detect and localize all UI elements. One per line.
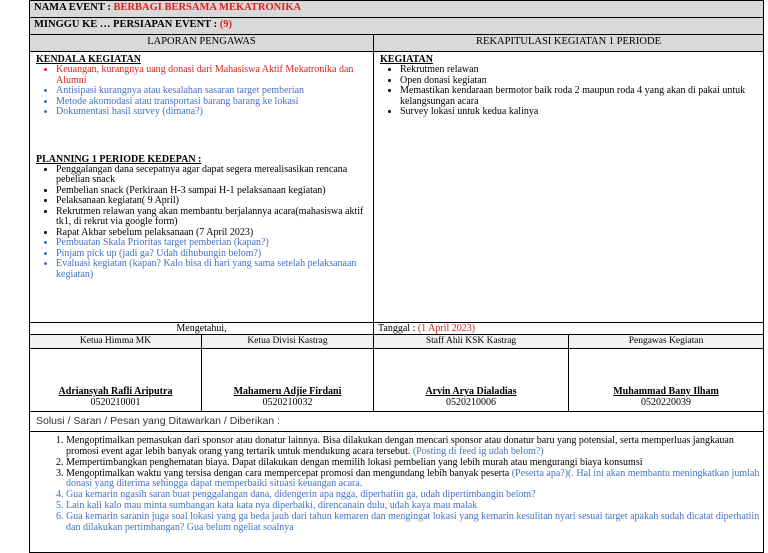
kegiatan-item: • Survey lokasi untuk kedua kalinya	[400, 107, 757, 118]
planning-item: • Pembuatan Skala Prioritas target pemberian (kapan?)	[56, 238, 367, 249]
solusi-item: 6. Gua kemarin saranin juga soal lokasi yang ga beda jauh dari tahun kemaren dan mengingat lokasi yang kemarin kesulitan nyari sesuai target apakah sudah dicatat diperhatiin dan dilakukan pertimbangan? Gua belum ngeliat soalnya	[66, 512, 763, 533]
solusi-text: Mempertimbangkan penghematan biaya. Dapat dilakukan dengan memilih lokasi pembelian yang lebih murah atau mengurangi biaya konsumsi	[66, 456, 643, 468]
planning-item: • Evaluasi kegiatan (kapan? Kalo bisa di hari yang sama setelah pelaksanaan kegiatan)	[56, 259, 367, 280]
planning-list	[36, 165, 367, 281]
solusi-cell	[30, 412, 764, 553]
kegiatan-item: • Open donasi kegiatan	[400, 76, 757, 87]
signer-role: Ketua Himma MK	[30, 335, 202, 349]
planning-item: • Pinjam pick up (jadi ga? Udah dihubungin belom?)	[56, 249, 367, 260]
signer-nim: 0520210001	[90, 397, 141, 408]
kendala-item: • Antisipasi kurangnya atau kesalahan sasaran target pemberian	[56, 86, 367, 97]
solusi-list	[30, 436, 763, 533]
solusi-item	[66, 469, 763, 490]
signature-block	[30, 349, 202, 412]
signature-block	[202, 349, 374, 412]
solusi-item: 5. Lain kali kalo mau minta sumbangan kata kata nya diperbaiki, direncanain dulu, udah kaya mau malak	[66, 501, 763, 512]
week-row	[30, 18, 764, 35]
tanggal-label: Tanggal :	[378, 323, 418, 334]
solusi-item	[66, 458, 763, 469]
solusi-note: (Posting di feed ig udah belom?)	[410, 445, 544, 457]
kendala-item: • Dokumentasi hasil survey (dimana?)	[56, 107, 367, 118]
kegiatan-list	[380, 65, 757, 118]
report-table	[29, 0, 764, 553]
signer-name: Adriansyah Rafli Ariputra	[58, 386, 173, 397]
laporan-pengawas-cell	[30, 52, 374, 323]
signer-name: Muhammad Bany Ilham	[613, 386, 719, 397]
mengetahui-cell: Mengetahui,	[30, 323, 374, 335]
signer-role: Ketua Divisi Kastrag	[202, 335, 374, 349]
solusi-text: Mengoptimalkan waktu yang tersisa dengan cara mempercepat promosi dan mengundang lebih banyak peserta	[66, 467, 510, 479]
kegiatan-title: KEGIATAN	[380, 54, 433, 65]
kegiatan-item: • Rekrutmen relawan	[400, 65, 757, 76]
kendala-item: • Keuangan, kurangnya uang donasi dari Mahasiswa Aktif Mekatronika dan Alumni	[56, 65, 367, 86]
signer-nim: 0520220039	[641, 397, 692, 408]
signature-block	[374, 349, 569, 412]
planning-item: • Rekrutmen relawan yang akan membantu berjalannya acara(mahasiswa aktif tk1, di rekrut via google form)	[56, 207, 367, 228]
rekapitulasi-cell	[374, 52, 764, 323]
solusi-title: Solusi / Saran / Pesan yang Ditawarkan / Diberikan :	[30, 412, 763, 432]
kendala-list	[36, 65, 367, 118]
signer-role: Staff Ahli KSK Kastrag	[374, 335, 569, 349]
planning-item: • Rapat Akbar sebelum pelaksanaan (7 April 2023)	[56, 228, 367, 239]
report-document	[29, 0, 763, 553]
event-name: BERBAGI BERSAMA MEKATRONIKA	[113, 2, 302, 13]
week-value: (9)	[219, 19, 232, 30]
planning-item: • Penggalangan dana secepatnya agar dapat segera merealisasikan rencana pebelian snack	[56, 165, 367, 186]
planning-item: • Pelaksanaan kegiatan( 9 April)	[56, 196, 367, 207]
signer-role: Pengawas Kegiatan	[569, 335, 764, 349]
tanggal-cell	[374, 323, 764, 335]
signer-name: Mahameru Adjie Firdani	[233, 386, 342, 397]
laporan-pengawas-heading: LAPORAN PENGAWAS	[30, 35, 374, 52]
kendala-item: • Metode akomodasi atau transportasi barang barang ke lokasi	[56, 97, 367, 108]
solusi-note: (Peserta apa?)(. Hal ini akan membantu meningkatkan jumlah donasi yang diterima sehingga dapat memperbaiki situasi keuangan acara.	[66, 467, 760, 489]
solusi-item: 4. Gua kemarin ngasih saran buat penggalangan dana, didengerin apa ngga, diperhatiin ga, udah dipertimbangin belom?	[66, 490, 763, 501]
signer-nim: 0520210006	[446, 397, 496, 408]
event-name-row	[30, 1, 764, 18]
rekapitulasi-heading: REKAPITULASI KEGIATAN 1 PERIODE	[374, 35, 764, 52]
signer-nim: 0520210032	[262, 397, 313, 408]
signer-name: Arvin Arya Dialadias	[425, 386, 517, 397]
signature-block	[569, 349, 764, 412]
tanggal-value: (1 April 2023)	[417, 323, 476, 334]
week-label: MINGGU KE … PERSIAPAN EVENT :	[34, 19, 220, 30]
kegiatan-item: • Memastikan kendaraan bermotor baik roda 2 maupun roda 4 yang akan di pakai untuk kelangsungan acara	[400, 86, 757, 107]
planning-item: • Pembelian snack (Perkiraan H-3 sampai H-1 pelaksanaan kegiatan)	[56, 186, 367, 197]
event-label: NAMA EVENT :	[34, 2, 114, 13]
solusi-item	[66, 436, 763, 457]
solusi-text: Mengoptimalkan pemasukan dari sponsor atau donatur lainnya. Bisa dilakukan dengan mencari sponsor atau donatur baru yang potensial, serta memperluas jangkauan promosi event agar lebih banyak orang yang tertarik untuk mendukung acara tersebut.	[66, 435, 734, 457]
kendala-title: KENDALA KEGIATAN	[36, 54, 141, 65]
planning-title: PLANNING 1 PERIODE KEDEPAN :	[36, 153, 202, 165]
